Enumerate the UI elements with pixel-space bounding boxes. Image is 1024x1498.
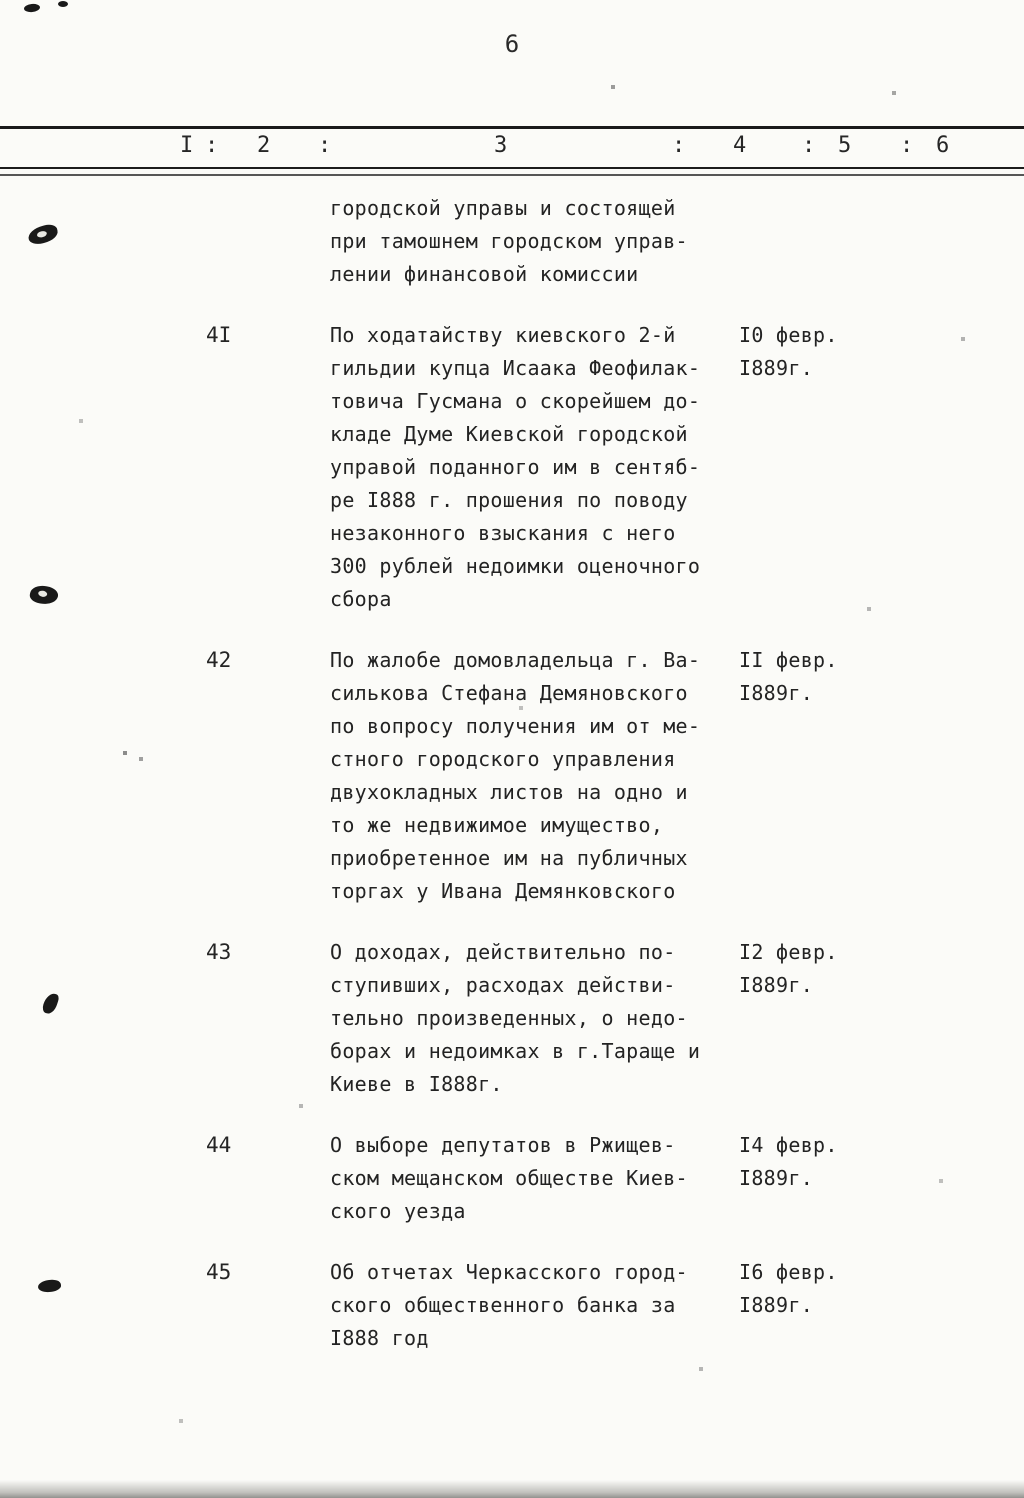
date-line: I2 февр.: [739, 940, 838, 964]
entry-date: [735, 1256, 915, 1355]
table-top-rule: [0, 126, 1024, 129]
column-separator-icon: :: [802, 133, 816, 158]
description-line: то же недвижимое имущество,: [330, 813, 664, 837]
date-line: I6 февр.: [739, 1260, 838, 1284]
description-line: приобретенное им на публичных: [330, 846, 688, 870]
description-line: 300 рублей недоимки оценочного: [330, 554, 701, 578]
entry-description: [330, 936, 735, 1101]
date-line: I889г.: [739, 1166, 814, 1190]
description-line: гильдии купца Исаака Феофилак-: [330, 356, 701, 380]
scan-noise: [0, 0, 2, 2]
page-number: 6: [504, 30, 520, 58]
column-number-4: 4: [733, 133, 747, 158]
description-line: По ходатайству киевского 2-й: [330, 323, 676, 347]
description-line: ском мещанском обществе Киев-: [330, 1166, 688, 1190]
description-line: ре I888 г. прошения по поводу: [330, 488, 688, 512]
column-separator-icon: :: [672, 133, 686, 158]
column-separator-icon: :: [205, 133, 219, 158]
description-line: силькова Стефана Демяновского: [330, 681, 688, 705]
description-line: борах и недоимках в г.Тараще и: [330, 1039, 701, 1063]
description-line: сбора: [330, 587, 392, 611]
description-line: лении финансовой комиссии: [330, 262, 639, 286]
column-number-5: 5: [838, 133, 852, 158]
column-number-2: 2: [257, 133, 271, 158]
description-line: По жалобе домовладельца г. Ва-: [330, 648, 701, 672]
date-line: I889г.: [739, 973, 814, 997]
column-separator-icon: :: [318, 133, 332, 158]
description-line: О выборе депутатов в Ржищев-: [330, 1133, 676, 1157]
register-entry: [198, 644, 1024, 908]
description-line: городской управы и состоящей: [330, 196, 676, 220]
description-line: по вопросу получения им от ме-: [330, 714, 701, 738]
description-line: Киеве в I888г.: [330, 1072, 503, 1096]
register-entry: [198, 936, 1024, 1101]
entry-description: [330, 1129, 735, 1228]
column-number-6: 6: [936, 133, 950, 158]
description-line: ского общественного банка за: [330, 1293, 676, 1317]
entry-number: 43: [206, 940, 232, 964]
column-separator-icon: :: [900, 133, 914, 158]
date-line: I4 февр.: [739, 1133, 838, 1157]
date-line: II февр.: [739, 648, 838, 672]
entry-description: [330, 1256, 735, 1355]
entry-number: 45: [206, 1260, 232, 1284]
entry-date: [735, 644, 915, 908]
description-line: О доходах, действительно по-: [330, 940, 676, 964]
description-line: ступивших, расходах действи-: [330, 973, 676, 997]
description-line: управой поданного им в сентяб-: [330, 455, 701, 479]
entry-date: [735, 936, 915, 1101]
entries-list: [0, 192, 1024, 1383]
register-entry: [198, 1256, 1024, 1355]
date-line: I889г.: [739, 356, 814, 380]
table-column-header: [0, 133, 1024, 165]
description-line: товича Гусмана о скорейшем до-: [330, 389, 701, 413]
scan-bottom-shadow: [0, 1480, 1024, 1498]
entry-number: 4I: [206, 323, 232, 347]
ink-blot: [58, 1, 68, 7]
description-line: стного городского управления: [330, 747, 676, 771]
entry-description: [330, 644, 735, 908]
description-line: кладе Думе Киевской городской: [330, 422, 688, 446]
entry-number: 44: [206, 1133, 232, 1157]
entry-date: [735, 1129, 915, 1228]
description-line: незаконного взыскания с него: [330, 521, 676, 545]
entry-date: [735, 319, 915, 616]
register-entry: [198, 319, 1024, 616]
description-line: Об отчетах Черкасского город-: [330, 1260, 688, 1284]
column-number-3: 3: [494, 133, 508, 158]
entry-date: [735, 192, 915, 291]
date-line: I0 февр.: [739, 323, 838, 347]
description-line: I888 год: [330, 1326, 429, 1350]
ink-blot: [24, 3, 41, 13]
entry-number: [198, 192, 330, 291]
entry-number: 42: [206, 648, 232, 672]
description-line: при тамошнем городском управ-: [330, 229, 688, 253]
description-line: тельно произведенных, о недо-: [330, 1006, 688, 1030]
register-entry: [198, 1129, 1024, 1228]
description-line: двухокладных листов на одно и: [330, 780, 688, 804]
description-line: ского уезда: [330, 1199, 466, 1223]
register-entry: [198, 192, 1024, 291]
description-line: торгах у Ивана Демянковского: [330, 879, 676, 903]
column-number-1: I: [180, 133, 194, 158]
entry-description: [330, 319, 735, 616]
table-bottom-rule: [0, 167, 1024, 169]
date-line: I889г.: [739, 681, 814, 705]
entry-description: [330, 192, 735, 291]
date-line: I889г.: [739, 1293, 814, 1317]
